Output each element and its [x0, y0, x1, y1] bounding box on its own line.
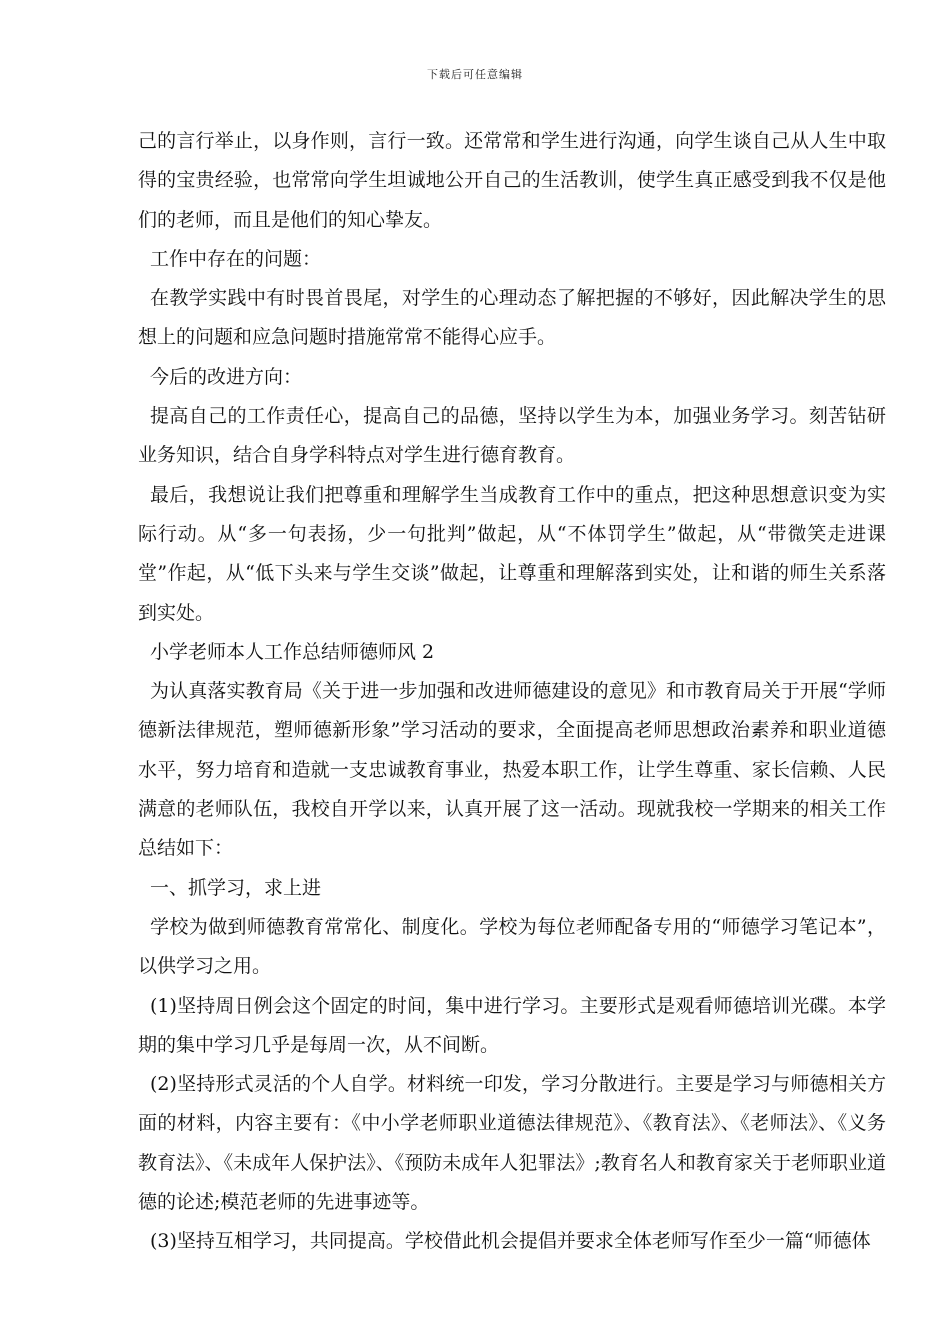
- page-header-note: 下载后可任意编辑: [427, 68, 523, 81]
- paragraph-study: 学校为做到师德教育常常化、制度化。学校为每位老师配备专用的“师德学习笔记本”，以供学习之用。: [138, 915, 886, 978]
- paragraph-continuation: 己的言行举止，以身作则，言行一致。还常常和学生进行沟通，向学生谈自己从人生中取得的宝贵经验，也常常向学生坦诚地公开自己的生活教训，使学生真正感受到我不仅是他们的老师，而且是他们的知心挚友。: [138, 130, 886, 231]
- document-section-title: 小学老师本人工作总结师德师风 2: [150, 640, 435, 663]
- list-item-1: (1)坚持周日例会这个固定的时间，集中进行学习。主要形式是观看师德培训光碟。本学期的集中学习几乎是每周一次，从不间断。: [138, 994, 886, 1056]
- list-item-3: (3)坚持互相学习，共同提高。学校借此机会提倡并要求全体老师写作至少一篇“师德体: [150, 1230, 871, 1253]
- paragraph-improvement: 提高自己的工作责任心，提高自己的品德，坚持以学生为本，加强业务学习。刻苦钻研业务知识，结合自身学科特点对学生进行德育教育。: [138, 405, 886, 467]
- section-heading-study: 一、抓学习，求上进: [150, 876, 322, 899]
- section-heading-problems: 工作中存在的问题：: [150, 247, 322, 270]
- paragraph-conclusion: 最后，我想说让我们把尊重和理解学生当成教育工作中的重点，把这种思想意识变为实际行动。从“多一句表扬，少一句批判”做起，从“不体罚学生”做起，从“带微笑走进课堂”作起，从“低下头来与学生交谈”做起，让尊重和理解落到实处，让和谐的师生关系落到实处。: [138, 483, 886, 624]
- list-item-2: (2)坚持形式灵活的个人自学。材料统一印发，学习分散进行。主要是学习与师德相关方面的材料，内容主要有：《中小学老师职业道德法律规范》、《教育法》、《老师法》、《义务教育法》、《未成年人保护法》、《预防未成年人犯罪法》;教育名人和教育家关于老师职业道德的论述;模范老师的先进事迹等。: [138, 1073, 886, 1214]
- section-heading-improvement: 今后的改进方向：: [150, 365, 303, 388]
- paragraph-problems: 在教学实践中有时畏首畏尾，对学生的心理动态了解把握的不够好，因此解决学生的思想上的问题和应急问题时措施常常不能得心应手。: [138, 287, 886, 349]
- paragraph-introduction: 为认真落实教育局《关于进一步加强和改进师德建设的意见》和市教育局关于开展“学师德新法律规范，塑师德新形象”学习活动的要求，全面提高老师思想政治素养和职业道德水平，努力培育和造就一支忠诚教育事业，热爱本职工作，让学生尊重、家长信赖、人民满意的老师队伍，我校自开学以来，认真开展了这一活动。现就我校一学期来的相关工作总结如下：: [138, 680, 886, 860]
- document-body: [138, 122, 886, 1262]
